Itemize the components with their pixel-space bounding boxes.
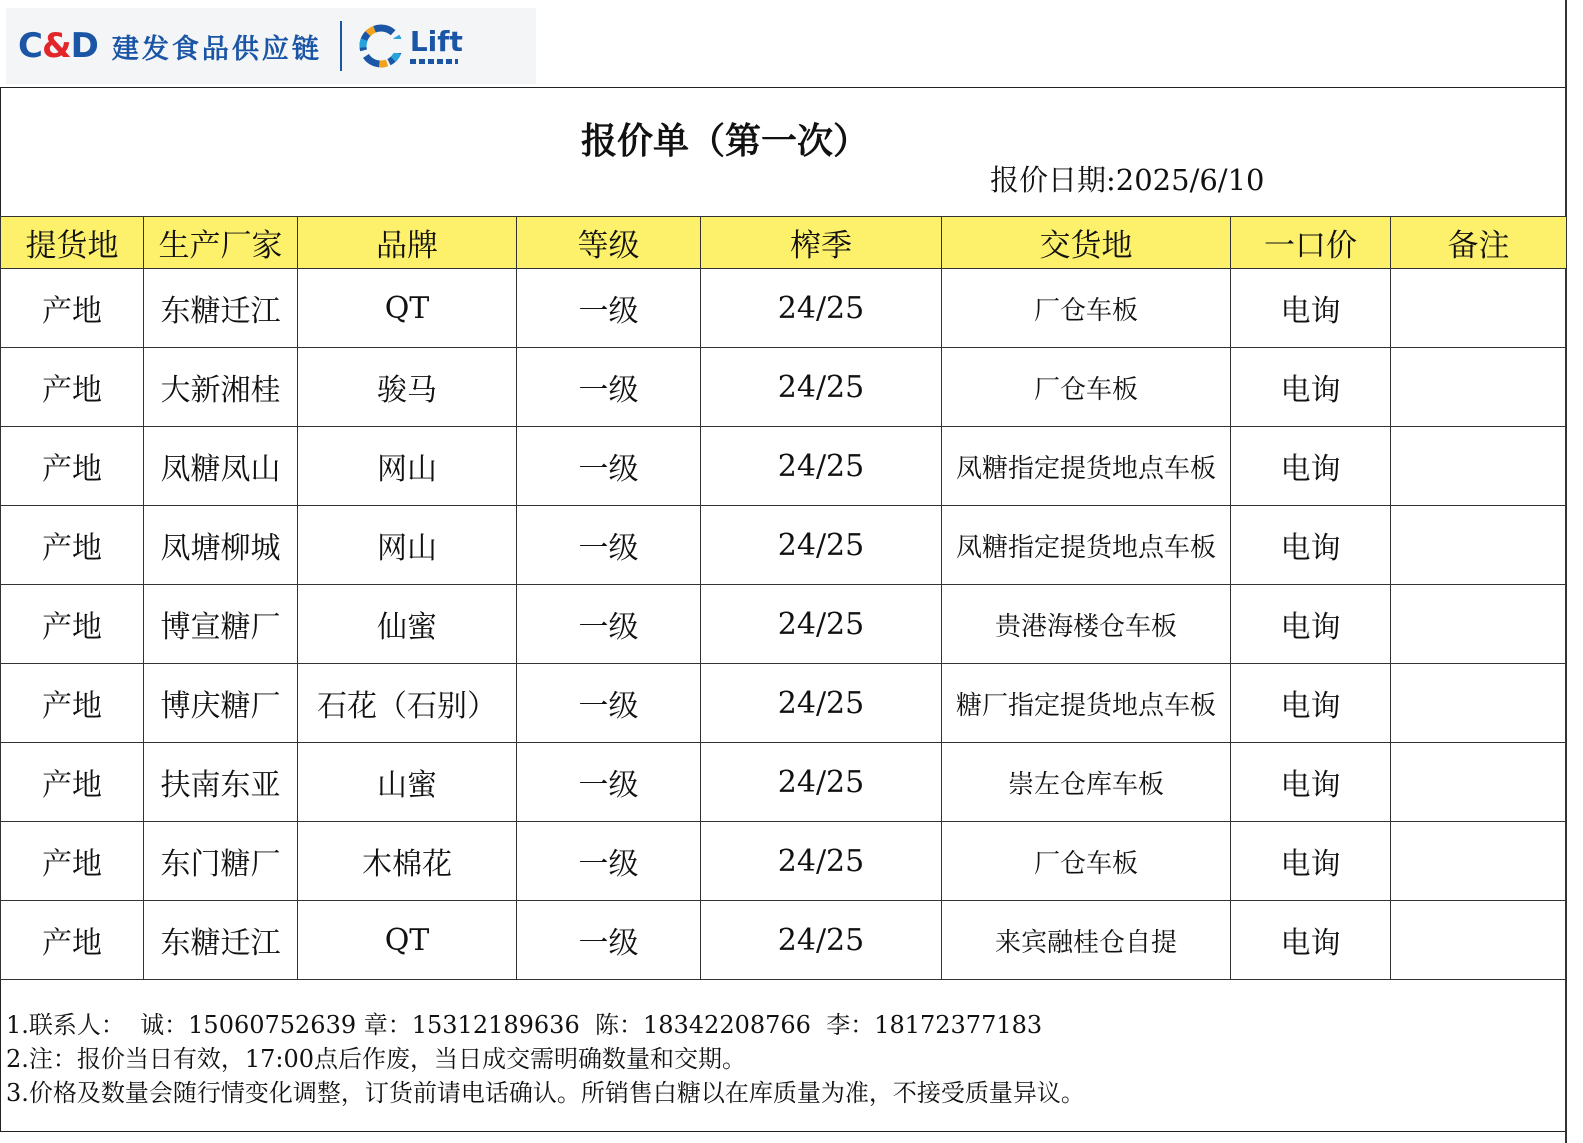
table-cell: 24/25 <box>701 664 942 743</box>
table-cell: 厂仓车板 <box>942 822 1231 901</box>
table-cell: 来宾融桂仓自提 <box>942 901 1231 980</box>
table-cell: 木棉花 <box>298 822 517 901</box>
table-cell: 一级 <box>517 822 701 901</box>
table-cell: 产地 <box>1 822 144 901</box>
table-cell <box>1391 269 1567 348</box>
table-header-row <box>1 217 1567 269</box>
table-cell: 网山 <box>298 506 517 585</box>
table-cell: 电询 <box>1231 427 1391 506</box>
table-cell: QT <box>298 901 517 980</box>
table-cell: 博宣糖厂 <box>144 585 298 664</box>
table-cell: 凤塘柳城 <box>144 506 298 585</box>
table-row <box>1 822 1567 901</box>
table-cell: 电询 <box>1231 901 1391 980</box>
table-cell: 电询 <box>1231 743 1391 822</box>
column-header: 交货地 <box>942 217 1231 269</box>
table-cell: 一级 <box>517 427 701 506</box>
table-cell: 糖厂指定提货地点车板 <box>942 664 1231 743</box>
table-cell: 产地 <box>1 427 144 506</box>
table-cell: 骏马 <box>298 348 517 427</box>
table-cell: 产地 <box>1 269 144 348</box>
table-cell: 产地 <box>1 743 144 822</box>
table-cell: 产地 <box>1 348 144 427</box>
table-cell: 贵港海楼仓车板 <box>942 585 1231 664</box>
table-cell <box>1391 822 1567 901</box>
quote-date: 报价日期:2025/6/10 <box>990 163 1265 197</box>
lift-logo-icon <box>356 21 406 71</box>
table-cell: 24/25 <box>701 743 942 822</box>
table-cell: 24/25 <box>701 506 942 585</box>
table-cell: 一级 <box>517 664 701 743</box>
quote-table-body <box>1 269 1567 980</box>
table-cell: 网山 <box>298 427 517 506</box>
column-header: 榨季 <box>701 217 942 269</box>
column-header: 备注 <box>1391 217 1567 269</box>
table-cell: 电询 <box>1231 585 1391 664</box>
note-contacts: 1.联系人： 诚：15060752639 章：15312189636 陈：18342208766 李：18172377183 <box>6 1011 1043 1039</box>
table-cell <box>1391 901 1567 980</box>
document-title: 报价单（第一次） <box>580 120 869 162</box>
table-cell <box>1391 427 1567 506</box>
column-header: 等级 <box>517 217 701 269</box>
table-cell: 扶南东亚 <box>144 743 298 822</box>
table-cell: 厂仓车板 <box>942 348 1231 427</box>
note-price-adjustment: 3.价格及数量会随行情变化调整，订货前请电话确认。所销售白糖以在库质量为准，不接受质量异议。 <box>6 1079 1085 1107</box>
table-cell: 24/25 <box>701 427 942 506</box>
table-cell <box>1391 585 1567 664</box>
table-cell: 仙蜜 <box>298 585 517 664</box>
table-cell: 凤糖凤山 <box>144 427 298 506</box>
table-cell: 电询 <box>1231 269 1391 348</box>
table-cell: 一级 <box>517 348 701 427</box>
table-row <box>1 348 1567 427</box>
note-validity: 2.注：报价当日有效，17:00点后作废，当日成交需明确数量和交期。 <box>6 1045 747 1073</box>
lift-wordmark: Lift <box>410 28 463 64</box>
table-cell: 24/25 <box>701 901 942 980</box>
table-cell: 一级 <box>517 269 701 348</box>
table-row <box>1 427 1567 506</box>
table-cell: 厂仓车板 <box>942 269 1231 348</box>
table-cell: 电询 <box>1231 506 1391 585</box>
table-row <box>1 585 1567 664</box>
table-row <box>1 743 1567 822</box>
table-row <box>1 901 1567 980</box>
table-cell <box>1391 664 1567 743</box>
table-cell: 一级 <box>517 743 701 822</box>
table-cell: 电询 <box>1231 664 1391 743</box>
table-cell: 大新湘桂 <box>144 348 298 427</box>
table-cell <box>1391 506 1567 585</box>
table-row <box>1 506 1567 585</box>
table-cell: 电询 <box>1231 348 1391 427</box>
table-cell: QT <box>298 269 517 348</box>
notes-section <box>6 1008 1085 1110</box>
table-cell: 24/25 <box>701 585 942 664</box>
table-row <box>1 269 1567 348</box>
table-cell: 一级 <box>517 506 701 585</box>
table-cell: 24/25 <box>701 822 942 901</box>
table-cell: 博庆糖厂 <box>144 664 298 743</box>
table-cell: 石花（石别） <box>298 664 517 743</box>
table-cell: 山蜜 <box>298 743 517 822</box>
table-cell: 一级 <box>517 585 701 664</box>
quote-table <box>0 216 1567 980</box>
table-cell: 东门糖厂 <box>144 822 298 901</box>
table-row <box>1 664 1567 743</box>
table-cell: 崇左仓库车板 <box>942 743 1231 822</box>
table-cell: 24/25 <box>701 348 942 427</box>
table-cell: 一级 <box>517 901 701 980</box>
table-cell: 凤糖指定提货地点车板 <box>942 427 1231 506</box>
table-cell: 产地 <box>1 901 144 980</box>
table-cell: 东糖迁江 <box>144 901 298 980</box>
logo-divider <box>340 21 342 71</box>
table-cell: 东糖迁江 <box>144 269 298 348</box>
column-header: 生产厂家 <box>144 217 298 269</box>
logo-banner <box>6 8 536 84</box>
table-cell: 产地 <box>1 506 144 585</box>
column-header: 一口价 <box>1231 217 1391 269</box>
cd-logo: C&D <box>18 26 98 66</box>
table-cell: 凤糖指定提货地点车板 <box>942 506 1231 585</box>
table-cell: 24/25 <box>701 269 942 348</box>
table-cell <box>1391 743 1567 822</box>
table-cell: 产地 <box>1 664 144 743</box>
column-header: 提货地 <box>1 217 144 269</box>
table-cell: 电询 <box>1231 822 1391 901</box>
column-header: 品牌 <box>298 217 517 269</box>
table-cell <box>1391 348 1567 427</box>
company-name: 建发食品供应链 <box>111 33 322 65</box>
table-cell: 产地 <box>1 585 144 664</box>
